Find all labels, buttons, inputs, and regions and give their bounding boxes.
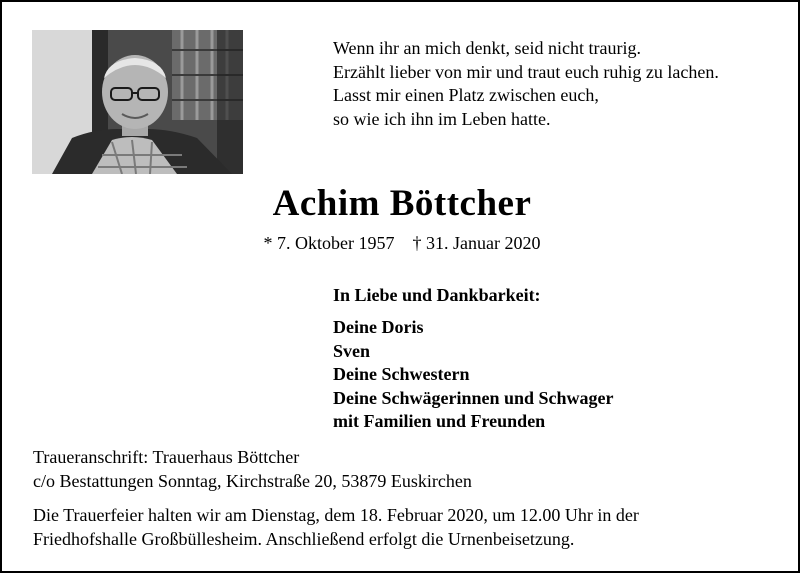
address-line: c/o Bestattungen Sonntag, Kirchstraße 20, 53879 Euskirchen — [33, 470, 472, 491]
mourner-entry: mit Familien und Freunden — [333, 411, 546, 431]
poem-line: Erzählt lieber von mir und traut euch ruhig zu lachen. — [333, 61, 719, 82]
address-line: Traueranschrift: Trauerhaus Böttcher — [33, 447, 300, 467]
poem-line: Lasst mir einen Platz zwischen euch, — [333, 85, 599, 105]
funeral-line: Die Trauerfeier halten wir am Dienstag, dem 18. Februar 2020, um 12.00 Uhr in der — [33, 505, 639, 525]
memorial-poem — [333, 37, 719, 131]
poem-line: so wie ich ihn im Leben hatte. — [333, 108, 551, 129]
funeral-info — [33, 504, 639, 551]
portrait-image — [32, 30, 243, 174]
portrait-photo — [32, 30, 243, 174]
mourners-list — [333, 316, 614, 434]
deceased-name: Achim Böttcher — [272, 183, 532, 224]
mourner-entry: Deine Schwestern — [333, 364, 470, 384]
poem-line: Wenn ihr an mich denkt, seid nicht traurig. — [333, 38, 641, 58]
mourning-address — [33, 446, 472, 493]
mourner-entry: Sven — [333, 340, 371, 361]
mourner-entry: Deine Schwägerinnen und Schwager — [333, 387, 614, 408]
dedication-heading: In Liebe und Dankbarkeit: — [333, 285, 541, 305]
funeral-line: Friedhofshalle Großbüllesheim. Anschließend erfolgt die Urnenbeisetzung. — [33, 528, 575, 549]
life-dates: * 7. Oktober 1957 † 31. Januar 2020 — [263, 233, 541, 253]
mourner-entry: Deine Doris — [333, 317, 424, 337]
